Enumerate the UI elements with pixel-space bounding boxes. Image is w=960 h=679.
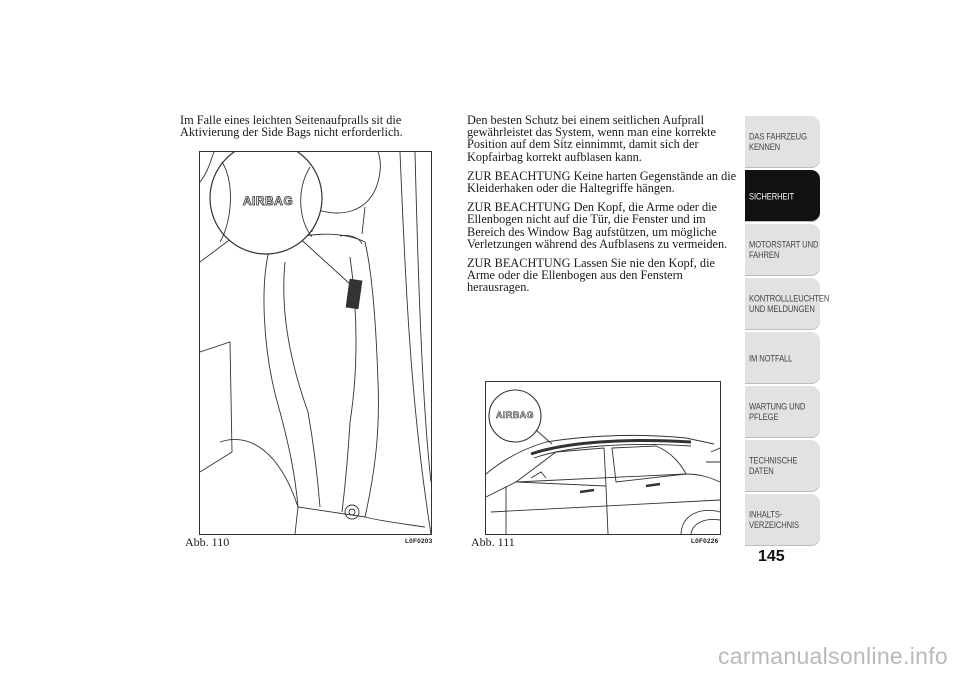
tab-sicherheit[interactable]: [745, 170, 820, 222]
figure-window-bag: [485, 381, 721, 535]
watermark: carmanualsonline.info: [717, 643, 948, 669]
figure-caption-111: Abb. 111: [471, 535, 515, 549]
tab-kontrollleuchten[interactable]: [745, 278, 830, 330]
figure-caption-110: Abb. 110: [185, 535, 230, 549]
tab-das-fahrzeug-kennen[interactable]: [745, 116, 820, 168]
paragraph-caution-head-arms: ZUR BEACHTUNG Den Kopf, die Arme oder die Ellenbogen nicht auf die Tür, die Fenster und im Bereich des Window Bag aufstützen, um mögliche Verletzungen während des Aufblasens zu vermeiden.: [467, 200, 728, 251]
intro-paragraph: [180, 114, 445, 145]
airbag-label-seat: AIRBAG: [242, 194, 294, 208]
tab-label: IM NOTFALL: [749, 352, 793, 364]
tab-wartung-und-pflege[interactable]: [745, 386, 820, 438]
tab-label: KONTROLLLEUCHTEN UND MELDUNGEN: [749, 293, 830, 315]
tab-inhaltsverzeichnis[interactable]: [745, 494, 820, 546]
intro-text: Im Falle eines leichten Seitenaufpralls sit die Aktivierung der Side Bags nicht erforderlich.: [180, 113, 403, 140]
right-column-text: [467, 114, 739, 301]
figure-seat-side-airbag: [199, 151, 432, 535]
airbag-label-window: AIRBAG: [496, 410, 534, 420]
paragraph-side-protection: Den besten Schutz bei einem seitlichen Aufprall gewährleistet das System, wenn man eine korrekte Position auf dem Sitz einnimmt, damit sich der Kopfairbag korrekt aufblasen kann.: [467, 113, 716, 164]
tab-label: WARTUNG UND PFLEGE: [749, 401, 806, 423]
car-illustration: [486, 382, 720, 534]
tab-label: SICHERHEIT: [749, 190, 794, 202]
tab-label: INHALTS- VERZEICHNIS: [749, 509, 799, 531]
figure-code-110: L0F0203: [405, 538, 433, 545]
paragraph-caution-windows: ZUR BEACHTUNG Lassen Sie nie den Kopf, die Arme oder die Ellenbogen aus den Fenstern herausragen.: [467, 256, 715, 295]
tab-motorstart-und-fahren[interactable]: [745, 224, 820, 276]
tab-label: TECHNISCHE DATEN: [749, 455, 798, 477]
tab-label: MOTORSTART UND FAHREN: [749, 239, 819, 261]
tab-technische-daten[interactable]: [745, 440, 820, 492]
page-number: 145: [758, 548, 785, 565]
figure-code-111: L0F0226: [691, 538, 719, 545]
tab-label: DAS FAHRZEUG KENNEN: [749, 131, 807, 153]
seat-illustration: [200, 152, 431, 534]
tab-im-notfall[interactable]: [745, 332, 820, 384]
paragraph-caution-hooks: ZUR BEACHTUNG Keine harten Gegenstände an die Kleiderhaken oder die Haltegriffe hängen.: [467, 168, 737, 196]
